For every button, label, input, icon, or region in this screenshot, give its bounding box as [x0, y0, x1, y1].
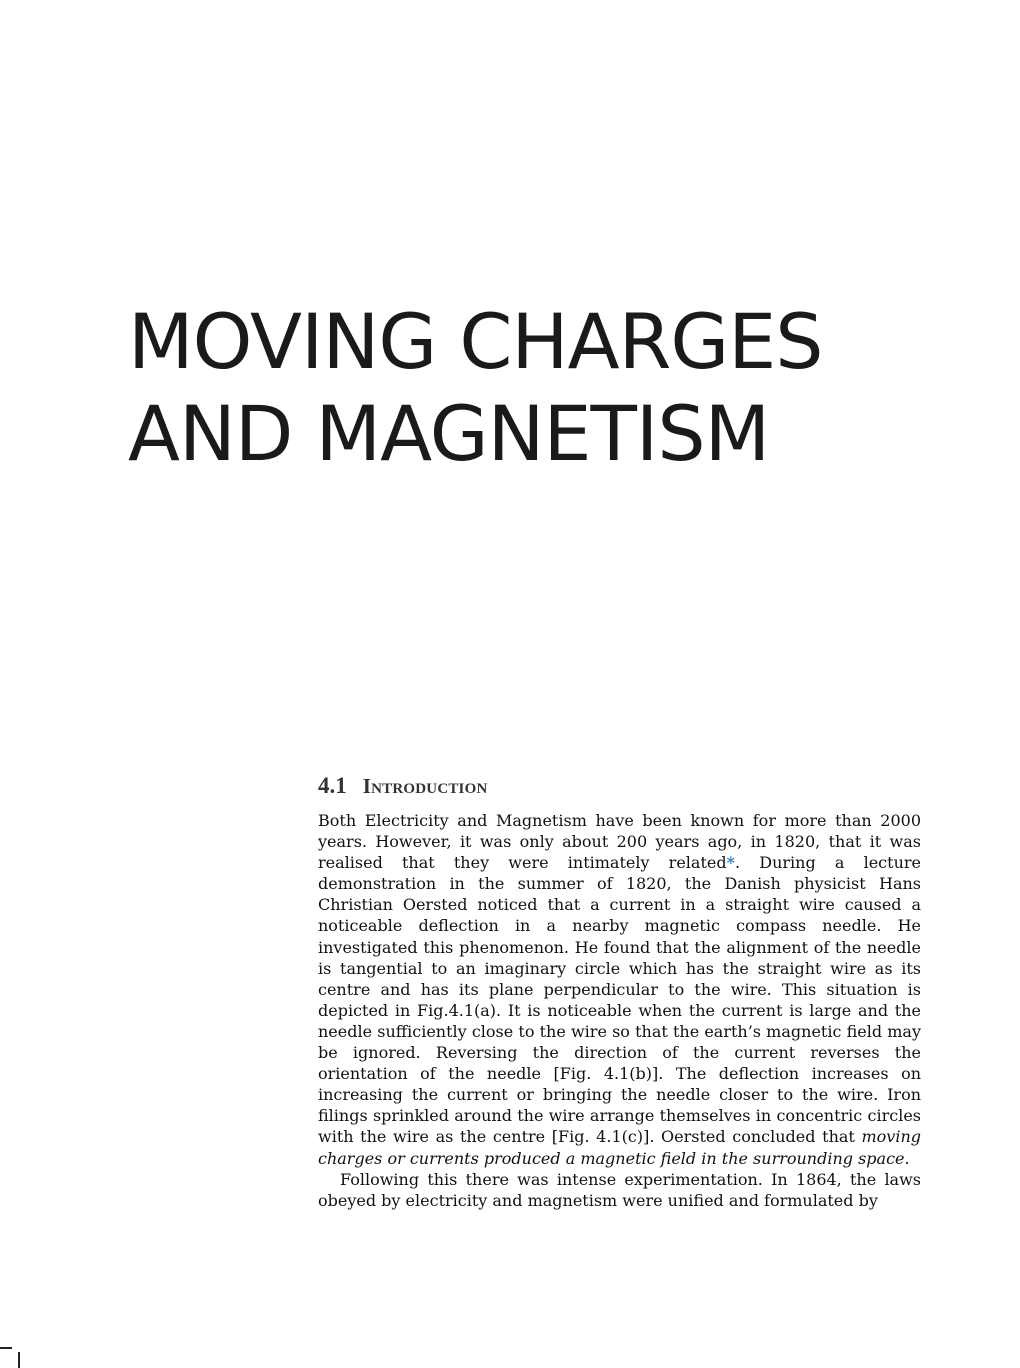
section-number: 4.1 [318, 773, 347, 798]
crop-mark-vertical [18, 1352, 20, 1368]
paragraph-1-emphasis: moving charges or currents produced a magnetic field in the surrounding space [318, 1127, 921, 1168]
section-heading [318, 770, 921, 802]
paragraph-1-text-c: . [904, 1148, 910, 1168]
chapter-title-line-2: AND MAGNETISM [128, 389, 770, 478]
paragraph-1-text-a: Both Electricity and Magnetism have been known for more than 2000 years. However, it was only about 200 years ago, in 1820, that it was realised that they were intimately related [318, 811, 921, 873]
paragraph-1 [318, 810, 921, 1169]
chapter-title-line-1: MOVING CHARGES [128, 297, 823, 386]
section-introduction [318, 770, 921, 1211]
crop-mark-horizontal [0, 1347, 12, 1349]
footnote-mark[interactable]: * [726, 853, 735, 873]
paragraph-2: Following this there was intense experimentation. In 1864, the laws obeyed by electricity and magnetism were unified and formulated by [318, 1169, 921, 1210]
paragraph-1-text-b: . During a lecture demonstration in the summer of 1820, the Danish physicist Hans Christian Oersted noticed that a current in a straight wire caused a noticeable deflection in a nearby magnetic compass needle. He investigated this phenomenon. He found that the alignment of the needle is tangential to an imaginary circle which has the straight wire as its centre and has its plane perpendicular to the wire. This situation is depicted in Fig.4.1(a). It is noticeable when the current is large and the needle sufficiently close to the wire so that the earth’s magnetic field may be ignored. Reversing the direction of the current reverses the orientation of the needle [Fig. 4.1(b)]. The deflection increases on increasing the current or bringing the needle closer to the wire. Iron filings sprinkled around the wire arrange themselves in concentric circles with the wire as the centre [Fig. 4.1(c)]. Oersted concluded that [318, 853, 921, 1147]
section-title: Introduction [362, 774, 488, 798]
chapter-title [128, 296, 988, 480]
